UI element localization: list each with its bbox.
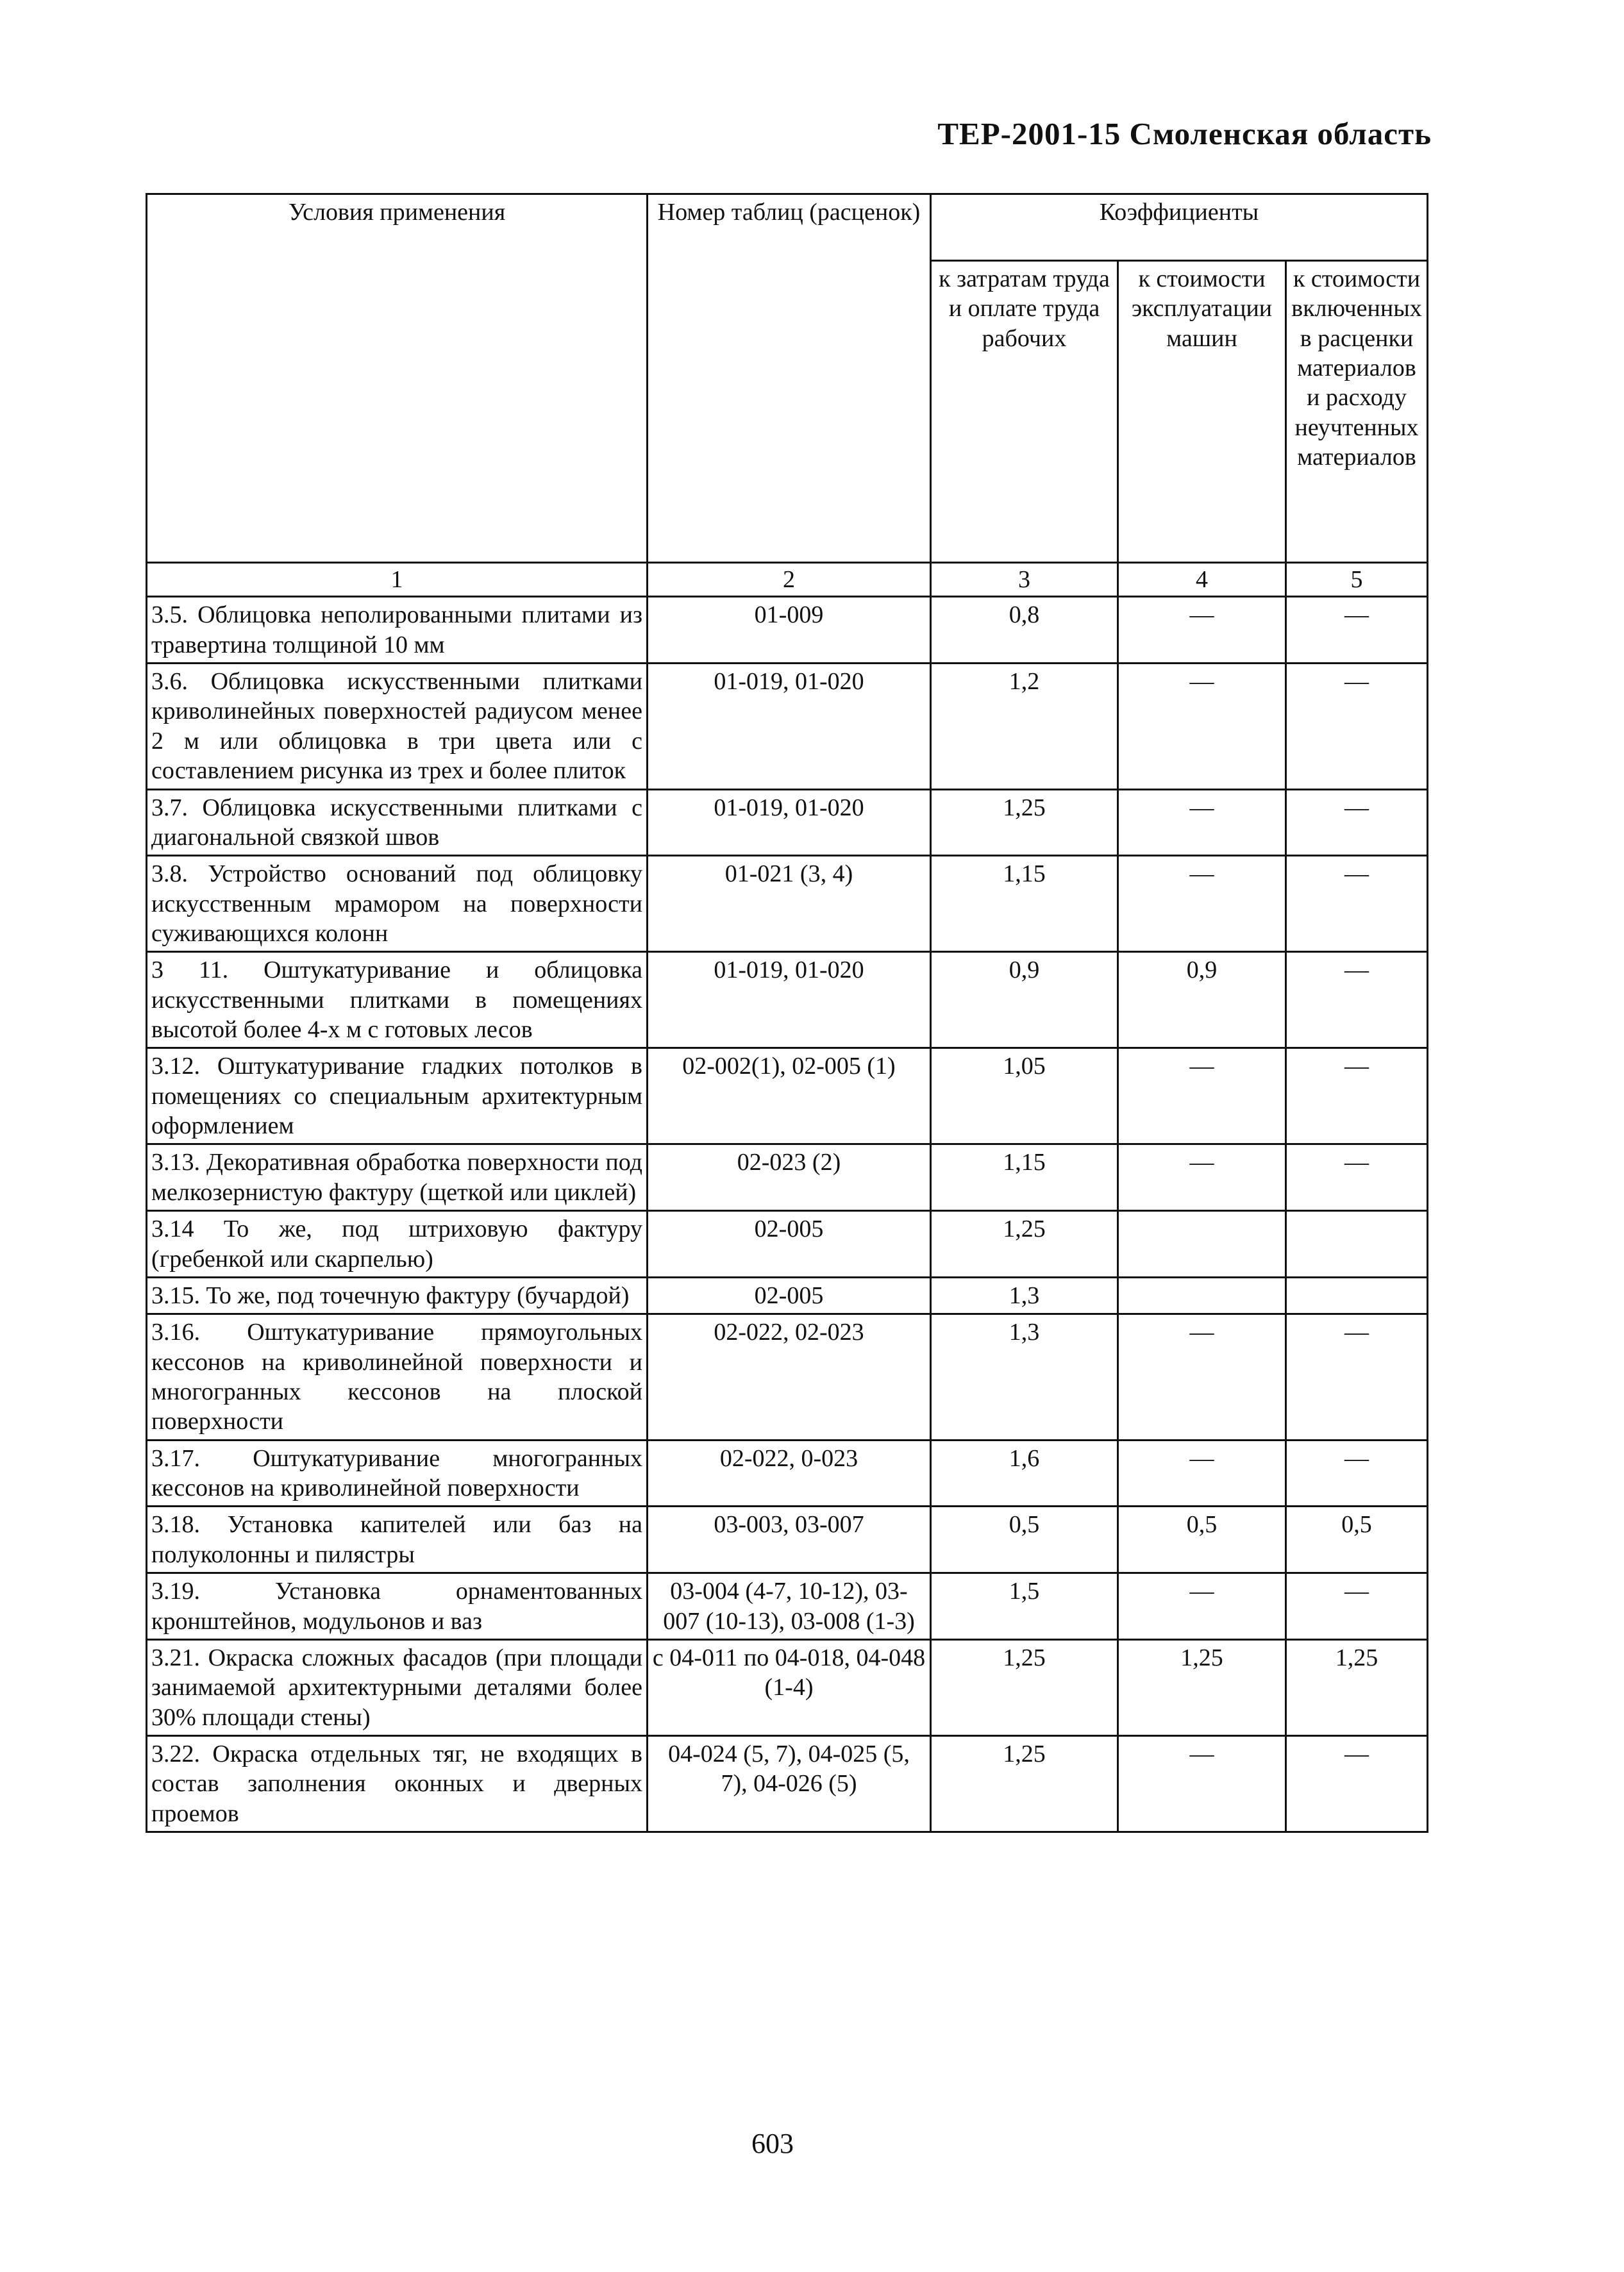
condition-cell: 3.13. Декоративная обработка поверхности под мелкозернистую фактуру (щеткой или циклей) <box>147 1144 648 1211</box>
machines-coefficient-cell <box>1118 1211 1286 1278</box>
labor-coefficient-cell: 1,2 <box>931 664 1118 789</box>
condition-cell: 3.18. Установка капителей или баз на полуколонны и пилястры <box>147 1507 648 1573</box>
table-number-cell: 02-022, 02-023 <box>648 1314 931 1440</box>
table-row <box>147 952 1428 1048</box>
table-row <box>147 597 1428 664</box>
table-number-cell: 01-021 (3, 4) <box>648 856 931 952</box>
labor-coefficient-cell: 1,3 <box>931 1314 1118 1440</box>
table-row <box>147 664 1428 789</box>
labor-coefficient-cell: 1,5 <box>931 1573 1118 1640</box>
table-row <box>147 1144 1428 1211</box>
header-conditions: Условия применения <box>147 194 648 563</box>
table-row <box>147 1573 1428 1640</box>
header-coefficients: Коэффициенты <box>931 194 1428 261</box>
machines-coefficient-cell: — <box>1118 1314 1286 1440</box>
document-header-title: ТЕР-2001-15 Смоленская область <box>937 116 1432 151</box>
table-row <box>147 856 1428 952</box>
materials-coefficient-cell: — <box>1286 597 1428 664</box>
machines-coefficient-cell: 1,25 <box>1118 1639 1286 1735</box>
machines-coefficient-cell: — <box>1118 1144 1286 1211</box>
machines-coefficient-cell: — <box>1118 597 1286 664</box>
materials-coefficient-cell: — <box>1286 1048 1428 1144</box>
labor-coefficient-cell: 1,15 <box>931 1144 1118 1211</box>
table-number-cell: 03-003, 03-007 <box>648 1507 931 1573</box>
column-numbers-row <box>147 563 1428 597</box>
labor-coefficient-cell: 1,05 <box>931 1048 1118 1144</box>
table-row <box>147 1314 1428 1440</box>
labor-coefficient-cell: 0,9 <box>931 952 1118 1048</box>
materials-coefficient-cell <box>1286 1277 1428 1314</box>
column-number: 4 <box>1118 563 1286 597</box>
table-row <box>147 1735 1428 1832</box>
machines-coefficient-cell: — <box>1118 664 1286 789</box>
table-number-cell: с 04-011 по 04-018, 04-048 (1-4) <box>648 1639 931 1735</box>
machines-coefficient-cell: — <box>1118 789 1286 856</box>
labor-coefficient-cell: 1,25 <box>931 1639 1118 1735</box>
labor-coefficient-cell: 1,3 <box>931 1277 1118 1314</box>
materials-coefficient-cell: — <box>1286 1573 1428 1640</box>
materials-coefficient-cell: — <box>1286 664 1428 789</box>
condition-cell: 3.14 То же, под штриховую фактуру (гребенкой или скарпелью) <box>147 1211 648 1278</box>
column-number: 2 <box>648 563 931 597</box>
machines-coefficient-cell: — <box>1118 856 1286 952</box>
column-number: 5 <box>1286 563 1428 597</box>
header-labor: к затратам труда и оплате труда рабочих <box>931 261 1118 563</box>
table-number-cell: 01-009 <box>648 597 931 664</box>
materials-coefficient-cell: — <box>1286 1314 1428 1440</box>
condition-cell: 3.15. То же, под точечную фактуру (бучардой) <box>147 1277 648 1314</box>
materials-coefficient-cell <box>1286 1211 1428 1278</box>
header-table-number: Номер таблиц (расценок) <box>648 194 931 563</box>
table-row <box>147 1639 1428 1735</box>
condition-cell: 3.6. Облицовка искусственными плитками криволинейных поверхностей радиусом менее 2 м или облицовка в три цвета или с составлением рисунка из трех и более плиток <box>147 664 648 789</box>
coefficients-table <box>146 193 1428 1833</box>
page-number: 603 <box>751 2128 794 2159</box>
materials-coefficient-cell: — <box>1286 952 1428 1048</box>
materials-coefficient-cell: — <box>1286 1735 1428 1832</box>
column-number: 3 <box>931 563 1118 597</box>
condition-cell: 3.17. Оштукатуривание многогранных кессонов на криволинейной поверхности <box>147 1440 648 1507</box>
condition-cell: 3.22. Окраска отдельных тяг, не входящих в состав заполнения оконных и дверных проемов <box>147 1735 648 1832</box>
machines-coefficient-cell: — <box>1118 1573 1286 1640</box>
materials-coefficient-cell: 0,5 <box>1286 1507 1428 1573</box>
labor-coefficient-cell: 1,25 <box>931 789 1118 856</box>
table-number-cell: 02-002(1), 02-005 (1) <box>648 1048 931 1144</box>
column-number: 1 <box>147 563 648 597</box>
materials-coefficient-cell: — <box>1286 789 1428 856</box>
header-materials: к стоимости включенных в расценки материалов и расходу неучтенных материалов <box>1286 261 1428 563</box>
header-machines: к стоимости эксплуатации машин <box>1118 261 1286 563</box>
machines-coefficient-cell <box>1118 1277 1286 1314</box>
table-row <box>147 1507 1428 1573</box>
table-number-cell: 03-004 (4-7, 10-12), 03-007 (10-13), 03-008 (1-3) <box>648 1573 931 1640</box>
table-number-cell: 01-019, 01-020 <box>648 789 931 856</box>
labor-coefficient-cell: 1,25 <box>931 1735 1118 1832</box>
labor-coefficient-cell: 0,8 <box>931 597 1118 664</box>
table-row <box>147 1048 1428 1144</box>
condition-cell: 3.8. Устройство оснований под облицовку искусственным мрамором на поверхности суживающихся колонн <box>147 856 648 952</box>
condition-cell: 3.16. Оштукатуривание прямоугольных кессонов на криволинейной поверхности и многогранных кессонов на плоской поверхности <box>147 1314 648 1440</box>
table-number-cell: 02-022, 0-023 <box>648 1440 931 1507</box>
table-row <box>147 1211 1428 1278</box>
table-row <box>147 789 1428 856</box>
machines-coefficient-cell: — <box>1118 1440 1286 1507</box>
condition-cell: 3.5. Облицовка неполированными плитами из травертина толщиной 10 мм <box>147 597 648 664</box>
table-number-cell: 04-024 (5, 7), 04-025 (5, 7), 04-026 (5) <box>648 1735 931 1832</box>
condition-cell: 3 11. Оштукатуривание и облицовка искусственными плитками в помещениях высотой более 4-х м с готовых лесов <box>147 952 648 1048</box>
table-row <box>147 1277 1428 1314</box>
table-number-cell: 02-005 <box>648 1277 931 1314</box>
labor-coefficient-cell: 1,15 <box>931 856 1118 952</box>
materials-coefficient-cell: — <box>1286 856 1428 952</box>
table-number-cell: 01-019, 01-020 <box>648 664 931 789</box>
labor-coefficient-cell: 1,25 <box>931 1211 1118 1278</box>
labor-coefficient-cell: 1,6 <box>931 1440 1118 1507</box>
table-number-cell: 02-023 (2) <box>648 1144 931 1211</box>
condition-cell: 3.21. Окраска сложных фасадов (при площади занимаемой архитектурными деталями более 30% площади стены) <box>147 1639 648 1735</box>
condition-cell: 3.19. Установка орнаментованных кронштейнов, модульонов и ваз <box>147 1573 648 1640</box>
materials-coefficient-cell: 1,25 <box>1286 1639 1428 1735</box>
materials-coefficient-cell: — <box>1286 1144 1428 1211</box>
table-row <box>147 1440 1428 1507</box>
condition-cell: 3.12. Оштукатуривание гладких потолков в помещениях со специальным архитектурным оформлением <box>147 1048 648 1144</box>
materials-coefficient-cell: — <box>1286 1440 1428 1507</box>
condition-cell: 3.7. Облицовка искусственными плитками с диагональной связкой швов <box>147 789 648 856</box>
machines-coefficient-cell: — <box>1118 1048 1286 1144</box>
machines-coefficient-cell: 0,5 <box>1118 1507 1286 1573</box>
labor-coefficient-cell: 0,5 <box>931 1507 1118 1573</box>
machines-coefficient-cell: 0,9 <box>1118 952 1286 1048</box>
table-number-cell: 02-005 <box>648 1211 931 1278</box>
machines-coefficient-cell: — <box>1118 1735 1286 1832</box>
table-number-cell: 01-019, 01-020 <box>648 952 931 1048</box>
